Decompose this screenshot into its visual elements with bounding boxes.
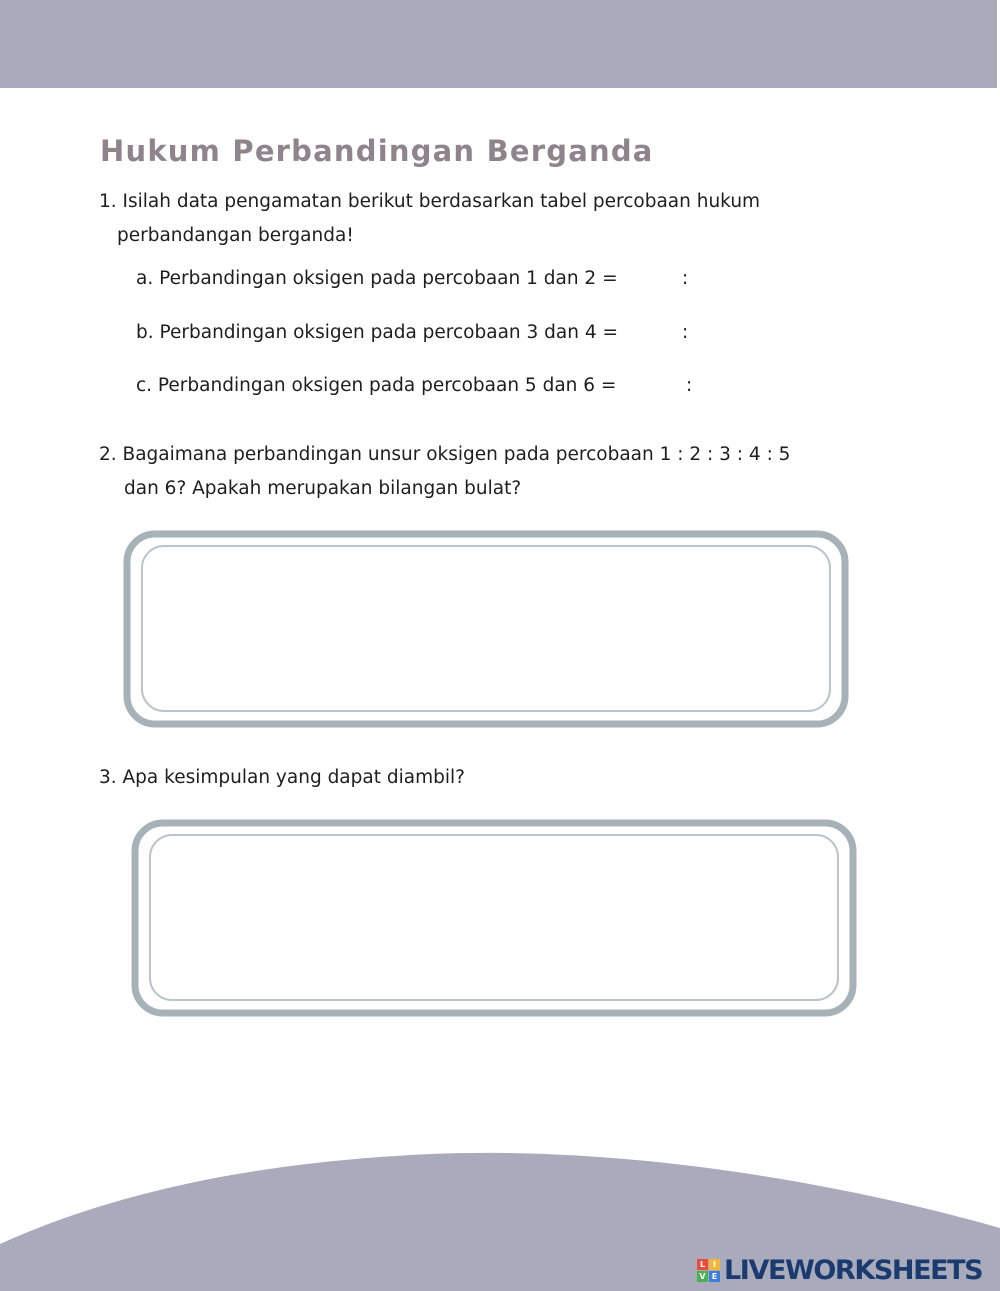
page-title: Hukum Perbandingan Berganda [100,134,654,168]
item-b-input-1[interactable] [637,318,687,350]
logo-cube-i: I [709,1259,720,1270]
item-b-input-2[interactable] [696,318,746,350]
item-c-separator: : [686,375,693,396]
question-2-text: 2. Bagaimana perbandingan unsur oksigen pada percobaan 1 : 2 : 3 : 4 : 5 [99,444,791,465]
logo-cube-l: L [697,1259,708,1270]
answer-box-2[interactable] [120,527,852,731]
item-c-input-2[interactable] [700,371,750,403]
logo-cube-e: E [709,1271,720,1282]
question-3-text: 3. Apa kesimpulan yang dapat diambil? [99,767,465,788]
question-1-text: 1. Isilah data pengamatan berikut berdasarkan tabel percobaan hukum [99,191,761,212]
item-a-separator: : [682,268,689,289]
question-2-text-cont: dan 6? Apakah merupakan bilangan bulat? [124,478,522,499]
item-a-label: a. Perbandingan oksigen pada percobaan 1 dan 2 = [136,268,618,289]
item-c-label: c. Perbandingan oksigen pada percobaan 5 dan 6 = [136,375,617,396]
answer-box-3[interactable] [128,816,860,1020]
logo-text: LIVEWORKSHEETS [724,1254,983,1286]
item-a-input-1[interactable] [637,264,687,296]
item-b-separator: : [682,322,689,343]
liveworksheets-logo [697,1254,982,1286]
header-band [0,0,997,88]
question-1-text-cont: perbandangan berganda! [117,225,354,246]
item-b-label: b. Perbandingan oksigen pada percobaan 3 dan 4 = [136,322,618,343]
item-c-input-1[interactable] [637,371,687,403]
logo-cube-v: V [697,1271,708,1282]
item-a-input-2[interactable] [696,264,746,296]
logo-cubes-icon [697,1259,720,1282]
